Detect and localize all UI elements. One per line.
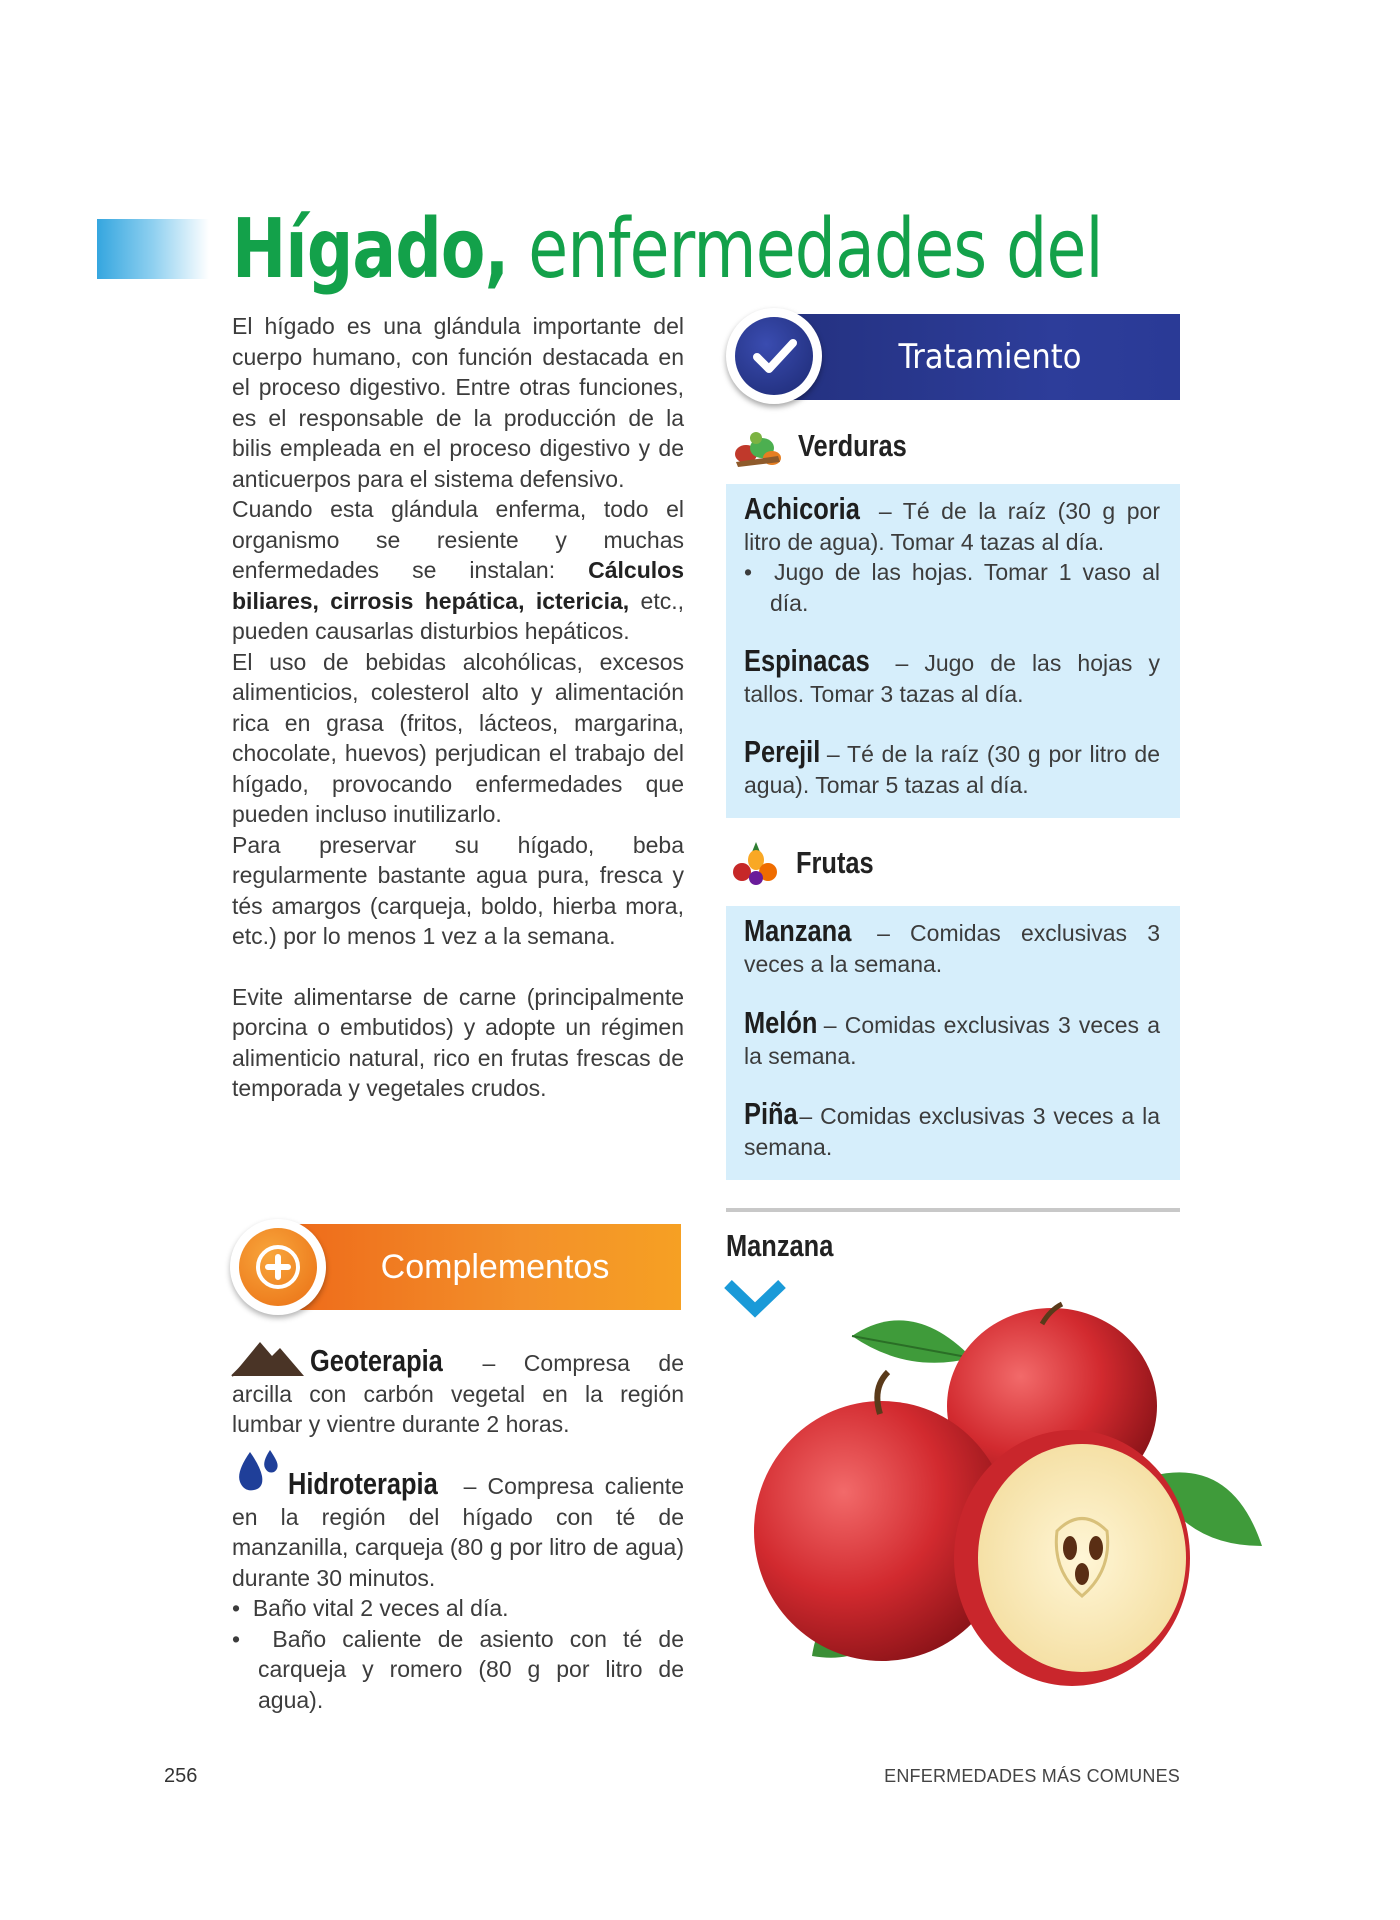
- intro-paragraph-3: El uso de bebidas alcohólicas, excesos alimenticios, colesterol alto y alimentación rica en grasa (fritos, lácteos, margarina, chocolate, huevos) perjudican el trabajo del hígado, provocando enfermedades que pueden incluso inutilizarlo.: [232, 648, 684, 827]
- intro-paragraph-1: El hígado es una glándula importante del cuerpo humano, con función destacada en el proceso digestivo. Entre otras funciones, es el responsable de la producción de la bilis empleada en el proceso digestivo y de anticuerpos para el sistema defensivo.: [232, 313, 684, 492]
- fruits-icon: [730, 840, 782, 886]
- complementos-label: Complementos: [380, 1248, 610, 1286]
- hidroterapia-bullet-1: • Baño vital 2 veces al día.: [232, 1595, 509, 1621]
- melon-entry: Melón – Comidas exclusivas 3 veces a la semana.: [744, 1005, 1160, 1069]
- checkmark-icon: [726, 308, 822, 404]
- verduras-heading: Verduras: [798, 428, 907, 463]
- perejil-entry: Perejil – Té de la raíz (30 g por litro de agua). Tomar 5 tazas al día.: [744, 734, 1160, 798]
- tratamiento-label: Tratamiento: [898, 337, 1082, 377]
- geoterapia-entry: Geoterapia – Compresa de arcilla con carbón vegetal en la región lumbar y vientre durante 2 horas.: [232, 1343, 684, 1437]
- pina-entry: Piña – Comidas exclusivas 3 veces a la semana.: [744, 1096, 1160, 1160]
- intro-paragraph-5: Evite alimentarse de carne (principalmente porcina o embutidos) y adopte un régimen alimenticio natural, rico en frutas frescas de temporada y vegetales crudos.: [232, 983, 684, 1101]
- apple-photo: [712, 1296, 1268, 1706]
- plus-circle-icon: [230, 1219, 326, 1315]
- page-number: 256: [164, 1765, 198, 1787]
- frutas-heading: Frutas: [796, 845, 874, 880]
- espinacas-entry: Espinacas – Jugo de las hojas y tallos. Tomar 3 tazas al día.: [744, 643, 1160, 707]
- intro-text: [232, 311, 684, 1104]
- intro-paragraph-4: Para preservar su hígado, beba regularmente bastante agua pura, fresca y tés amargos (carqueja, boldo, hierba mora, etc.) por lo menos 1 vez a la semana.: [232, 831, 684, 949]
- running-footer: ENFERMEDADES MÁS COMUNES: [884, 1766, 1180, 1786]
- title-accent-bar: [97, 219, 209, 279]
- hidroterapia-bullet-2: • Baño caliente de asiento con té de carqueja y romero (80 g por litro de agua).: [232, 1625, 684, 1713]
- intro-paragraph-2: Cuando esta glándula enferma, todo el organismo se resiente y muchas enfermedades se instalan: Cálculos biliares, cirrosis hepática, ictericia, etc., pueden causarlas disturbios hepáticos.: [232, 496, 684, 644]
- vegetables-icon: [732, 426, 784, 468]
- achicoria-entry: Achicoria – Té de la raíz (30 g por litro de agua). Tomar 4 tazas al día. • Jugo de las hojas. Tomar 1 vaso al día.: [744, 491, 1160, 616]
- diseases-list: Cálculos biliares, cirrosis hepática, ictericia,: [232, 557, 684, 614]
- hidroterapia-entry: Hidroterapia – Compresa caliente en la región del hígado con té de manzanilla, carqueja (80 g por litro de agua) durante 30 minutos. • Baño vital 2 veces al día. • Baño caliente de asiento con té de carqueja y romero (80 g por litro de agua).: [232, 1469, 684, 1715]
- manzana-entry: Manzana – Comidas exclusivas 3 veces a la semana.: [744, 913, 1161, 977]
- photo-caption: Manzana: [726, 1228, 834, 1263]
- divider-line: [726, 1208, 1180, 1212]
- page-title: Hígado, enfermedades del: [232, 202, 1103, 297]
